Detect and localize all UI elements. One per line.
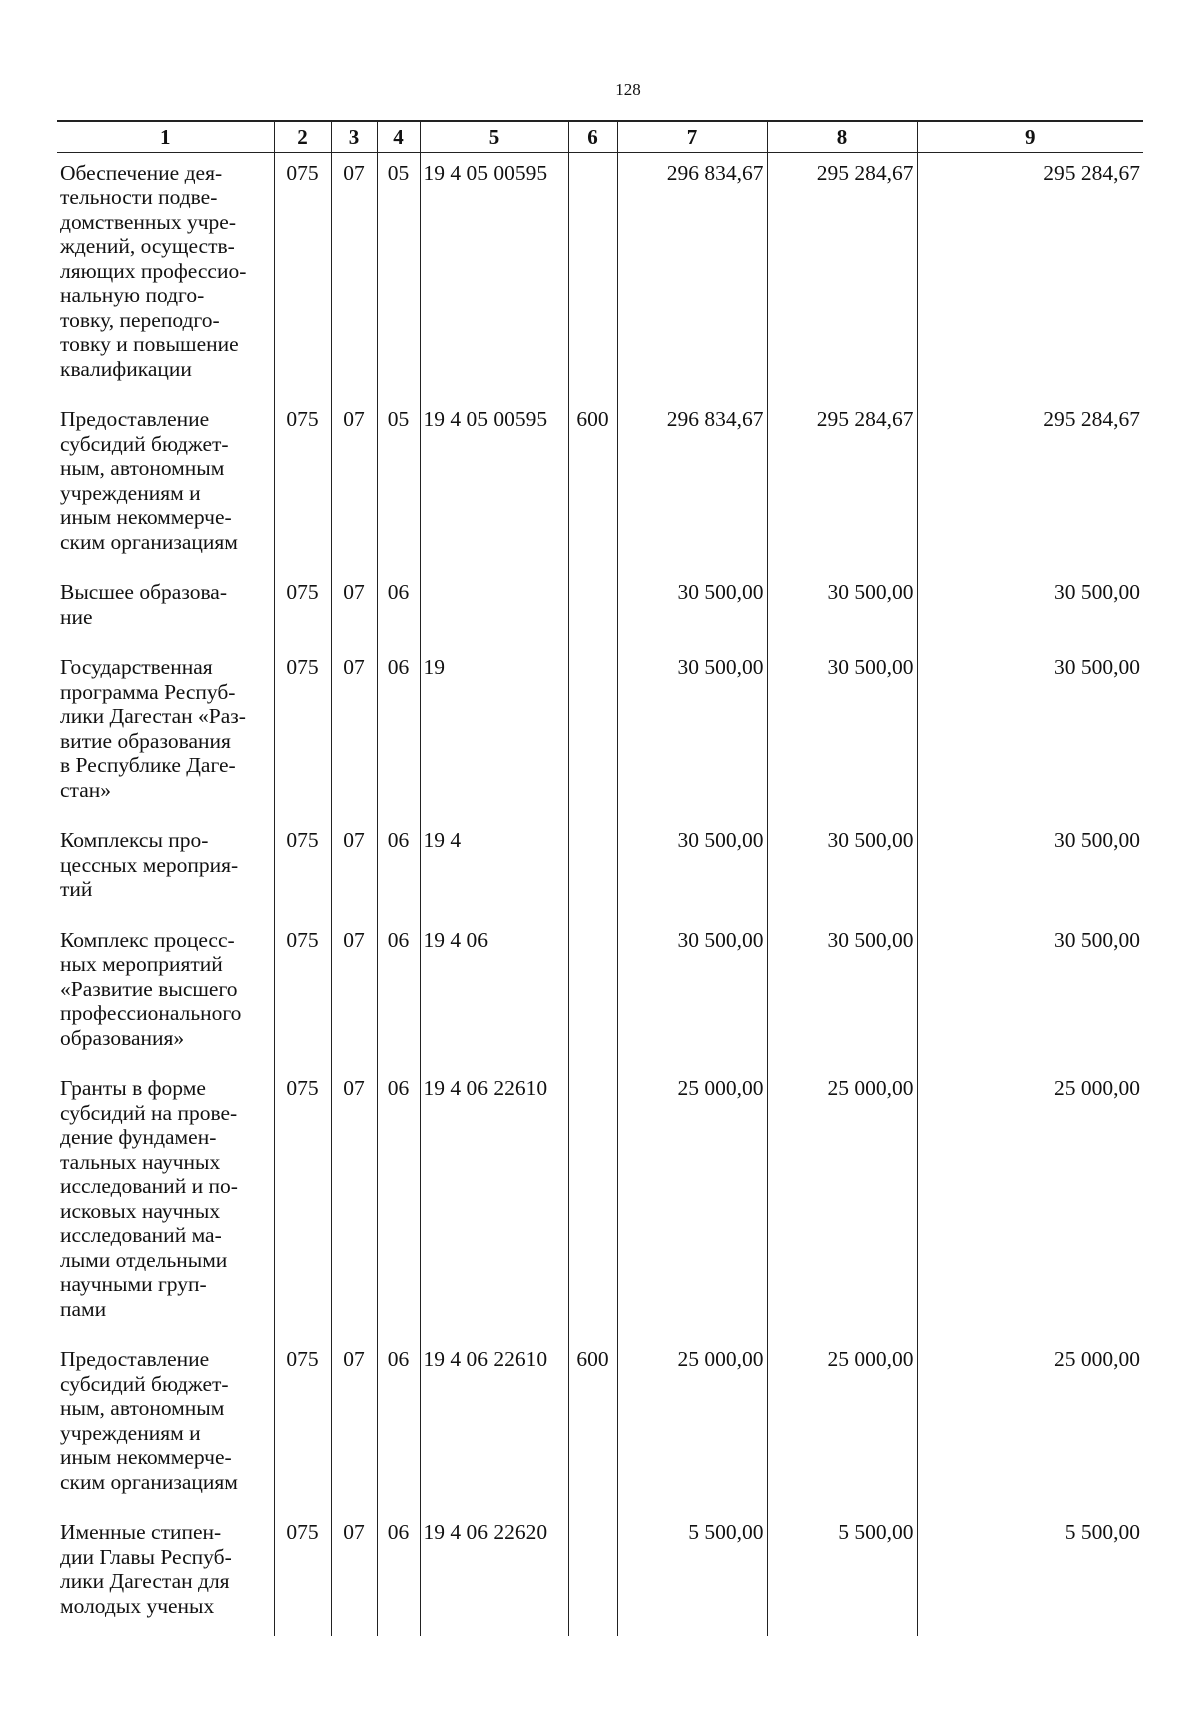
row-name-line: Высшее образова- (60, 580, 228, 604)
row-name-line: Государственная (60, 655, 213, 679)
amount-col-8-cell: 30 500,00 (767, 920, 917, 1069)
row-name-line: Предоставление (60, 407, 210, 431)
header-col-5: 5 (420, 121, 568, 152)
row-name-cell (57, 152, 274, 399)
amount-col-8-cell: 30 500,00 (767, 820, 917, 920)
section-code-cell: 07 (331, 1339, 377, 1512)
expense-type-cell (568, 920, 617, 1069)
row-name-line: молодых ученых (60, 1593, 215, 1618)
row-name-line: ским организациям (60, 1469, 238, 1494)
amount-col-9-cell: 25 000,00 (917, 1339, 1143, 1512)
target-article-cell: 19 4 06 22620 (420, 1512, 568, 1636)
target-article-cell (420, 572, 568, 647)
row-name-line: программа Респуб- (60, 679, 236, 704)
target-article-cell: 19 4 06 (420, 920, 568, 1069)
header-col-3: 3 (331, 121, 377, 152)
row-name-line: лыми отдельными (60, 1247, 228, 1272)
target-article-cell: 19 4 05 00595 (420, 152, 568, 399)
header-col-8: 8 (767, 121, 917, 152)
section-code-cell: 07 (331, 820, 377, 920)
amount-col-9-cell: 295 284,67 (917, 399, 1143, 572)
amount-col-9-cell: 30 500,00 (917, 920, 1143, 1069)
page-number: 128 (615, 80, 641, 99)
subsection-code-cell: 06 (377, 572, 420, 647)
row-name-line: субсидий на прове- (60, 1100, 238, 1125)
amount-col-8-cell: 5 500,00 (767, 1512, 917, 1636)
row-name-line: Именные стипен- (60, 1520, 222, 1544)
ministry-code-cell: 075 (274, 152, 331, 399)
subsection-code-cell: 05 (377, 399, 420, 572)
table-row (57, 647, 1143, 820)
row-name-line: тальных научных (60, 1149, 221, 1174)
amount-col-8-cell: 30 500,00 (767, 572, 917, 647)
section-code-cell: 07 (331, 920, 377, 1069)
subsection-code-cell: 06 (377, 1339, 420, 1512)
amount-col-8-cell: 295 284,67 (767, 399, 917, 572)
row-name-line: учреждениям и (60, 1420, 201, 1445)
section-code-cell: 07 (331, 1068, 377, 1339)
header-row (57, 121, 1143, 152)
row-name-line: Гранты в форме (60, 1076, 206, 1100)
row-name-line: пами (60, 1296, 107, 1321)
row-name-line: субсидий бюджет- (60, 431, 229, 456)
row-name-line: в Республике Даге- (60, 753, 236, 777)
row-name-line: научными груп- (60, 1272, 207, 1296)
amount-col-9-cell: 295 284,67 (917, 152, 1143, 399)
row-name-line: ским организациям (60, 529, 238, 554)
row-name-cell (57, 1339, 274, 1512)
table-row (57, 1339, 1143, 1512)
target-article-cell: 19 4 06 22610 (420, 1339, 568, 1512)
amount-col-8-cell: 25 000,00 (767, 1068, 917, 1339)
amount-col-7-cell: 25 000,00 (617, 1068, 767, 1339)
row-name-line: учреждениям и (60, 480, 201, 505)
row-name-cell (57, 820, 274, 920)
row-name-cell (57, 647, 274, 820)
header-col-6: 6 (568, 121, 617, 152)
header-col-2: 2 (274, 121, 331, 152)
row-name-cell (57, 572, 274, 647)
table-row (57, 399, 1143, 572)
expense-type-cell: 600 (568, 1339, 617, 1512)
row-name-line: образования» (60, 1025, 185, 1050)
row-name-line: субсидий бюджет- (60, 1371, 229, 1396)
row-name-cell (57, 1068, 274, 1339)
amount-col-7-cell: 296 834,67 (617, 152, 767, 399)
ministry-code-cell: 075 (274, 1068, 331, 1339)
row-name-line: товку и повышение (60, 332, 239, 356)
amount-col-8-cell: 25 000,00 (767, 1339, 917, 1512)
table-row (57, 152, 1143, 399)
table-header (57, 121, 1143, 152)
table-row (57, 820, 1143, 920)
amount-col-7-cell: 30 500,00 (617, 572, 767, 647)
row-name-line: витие образования (60, 728, 231, 753)
row-name-line: ждений, осуществ- (60, 234, 235, 258)
section-code-cell: 07 (331, 647, 377, 820)
row-name-line: товку, переподго- (60, 307, 220, 332)
header-col-7: 7 (617, 121, 767, 152)
ministry-code-cell: 075 (274, 1339, 331, 1512)
target-article-cell: 19 4 06 22610 (420, 1068, 568, 1339)
table-row (57, 1512, 1143, 1636)
target-article-cell: 19 4 (420, 820, 568, 920)
row-name-line: ние (60, 604, 93, 629)
row-name-line: Предоставление (60, 1347, 210, 1371)
amount-col-7-cell: 30 500,00 (617, 920, 767, 1069)
table-row (57, 572, 1143, 647)
row-name-line: дение фундамен- (60, 1125, 217, 1149)
row-name-line: тельности подве- (60, 185, 218, 209)
row-name-line: ным, автономным (60, 1396, 225, 1420)
row-name-line: Комплексы про- (60, 828, 209, 852)
row-name-line: домственных учре- (60, 209, 236, 234)
subsection-code-cell: 06 (377, 820, 420, 920)
row-name-line: исковых научных (60, 1198, 221, 1223)
header-col-1: 1 (57, 121, 274, 152)
row-name-line: ляющих профессио- (60, 258, 247, 283)
expense-type-cell (568, 1068, 617, 1339)
row-name-line: нальную подго- (60, 283, 205, 307)
section-code-cell: 07 (331, 572, 377, 647)
target-article-cell: 19 4 05 00595 (420, 399, 568, 572)
ministry-code-cell: 075 (274, 820, 331, 920)
ministry-code-cell: 075 (274, 399, 331, 572)
amount-col-7-cell: 25 000,00 (617, 1339, 767, 1512)
amount-col-7-cell: 5 500,00 (617, 1512, 767, 1636)
section-code-cell: 07 (331, 1512, 377, 1636)
table-body (57, 152, 1143, 1636)
row-name-cell (57, 1512, 274, 1636)
row-name-line: иным некоммерче- (60, 1445, 232, 1469)
section-code-cell: 07 (331, 152, 377, 399)
target-article-cell: 19 (420, 647, 568, 820)
amount-col-7-cell: 30 500,00 (617, 820, 767, 920)
row-name-line: тий (60, 877, 93, 901)
row-name-line: исследований и по- (60, 1174, 238, 1198)
section-code-cell: 07 (331, 399, 377, 572)
row-name-line: стан» (60, 777, 111, 802)
row-name-line: исследований ма- (60, 1223, 222, 1247)
table-row (57, 1068, 1143, 1339)
row-name-cell (57, 399, 274, 572)
amount-col-8-cell: 295 284,67 (767, 152, 917, 399)
header-col-4: 4 (377, 121, 420, 152)
ministry-code-cell: 075 (274, 647, 331, 820)
row-name-line: «Развитие высшего (60, 976, 238, 1001)
amount-col-7-cell: 30 500,00 (617, 647, 767, 820)
expense-type-cell (568, 647, 617, 820)
row-name-line: дии Главы Респуб- (60, 1544, 232, 1569)
amount-col-9-cell: 30 500,00 (917, 820, 1143, 920)
expense-type-cell: 600 (568, 399, 617, 572)
row-name-line: цессных мероприя- (60, 852, 239, 877)
expense-type-cell (568, 572, 617, 647)
amount-col-9-cell: 30 500,00 (917, 647, 1143, 820)
amount-col-9-cell: 25 000,00 (917, 1068, 1143, 1339)
row-name-line: Комплекс процесс- (60, 927, 235, 952)
expense-type-cell (568, 820, 617, 920)
amount-col-8-cell: 30 500,00 (767, 647, 917, 820)
amount-col-7-cell: 296 834,67 (617, 399, 767, 572)
amount-col-9-cell: 5 500,00 (917, 1512, 1143, 1636)
subsection-code-cell: 06 (377, 1068, 420, 1339)
subsection-code-cell: 06 (377, 920, 420, 1069)
header-col-9: 9 (917, 121, 1143, 152)
ministry-code-cell: 075 (274, 572, 331, 647)
expense-type-cell (568, 1512, 617, 1636)
row-name-line: ным, автономным (60, 456, 225, 480)
budget-table (57, 120, 1143, 1636)
subsection-code-cell: 05 (377, 152, 420, 399)
row-name-cell (57, 920, 274, 1069)
table-row (57, 920, 1143, 1069)
subsection-code-cell: 06 (377, 647, 420, 820)
row-name-line: Обеспечение дея- (60, 160, 223, 185)
row-name-line: лики Дагестан «Раз- (60, 704, 246, 728)
row-name-line: профессионального (60, 1001, 242, 1025)
subsection-code-cell: 06 (377, 1512, 420, 1636)
ministry-code-cell: 075 (274, 1512, 331, 1636)
row-name-line: иным некоммерче- (60, 505, 232, 529)
row-name-line: квалификации (60, 356, 192, 381)
expense-type-cell (568, 152, 617, 399)
ministry-code-cell: 075 (274, 920, 331, 1069)
row-name-line: ных мероприятий (60, 952, 223, 976)
row-name-line: лики Дагестан для (60, 1569, 230, 1593)
amount-col-9-cell: 30 500,00 (917, 572, 1143, 647)
